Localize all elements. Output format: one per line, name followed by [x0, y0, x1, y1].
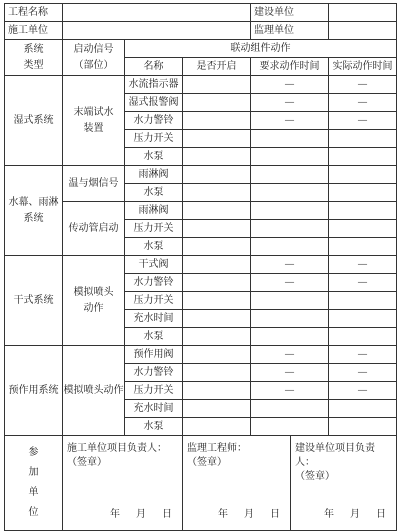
signoff-table [4, 435, 397, 531]
actual-time-field[interactable] [329, 130, 397, 148]
actual-time-field[interactable]: — [329, 346, 397, 364]
required-time-field[interactable] [251, 202, 329, 220]
actual-time-field[interactable] [329, 292, 397, 310]
required-time-field[interactable] [251, 310, 329, 328]
year-label: 年 [324, 509, 336, 520]
linkage-title-header: 联动组件动作 [125, 40, 397, 58]
start-signal-cell: 末端试水 装置 [63, 76, 125, 166]
construction-unit-label: 建设单位 [251, 4, 329, 22]
is-open-field[interactable] [183, 310, 251, 328]
component-name: 预作用阀 [125, 346, 183, 364]
day-label: 日 [162, 509, 174, 520]
is-open-field[interactable] [183, 256, 251, 274]
required-time-header: 要求动作时间 [251, 58, 329, 76]
is-open-field[interactable] [183, 76, 251, 94]
start-signal-cell: 模拟喷头动作 [63, 346, 125, 436]
component-name: 压力开关 [125, 382, 183, 400]
name-header: 名称 [125, 58, 183, 76]
linkage-test-table [4, 3, 397, 436]
supervisor-seal-label: （签章） [187, 457, 227, 468]
actual-time-field[interactable] [329, 418, 397, 436]
required-time-field[interactable] [251, 292, 329, 310]
actual-time-field[interactable] [329, 238, 397, 256]
system-type-cell: 水幕、雨淋 系统 [5, 166, 63, 256]
supervisor-signoff-cell[interactable] [183, 436, 291, 531]
owner-seal-label: （签章） [295, 471, 335, 482]
is-open-field[interactable] [183, 328, 251, 346]
construction-unit-field[interactable] [329, 4, 397, 22]
component-name: 水泵 [125, 418, 183, 436]
component-row [5, 76, 397, 94]
start-signal-cell: 温与烟信号 [63, 166, 125, 202]
component-name: 雨淋阀 [125, 202, 183, 220]
actual-time-field[interactable] [329, 166, 397, 184]
month-label: 月 [244, 509, 256, 520]
required-time-field[interactable]: — [251, 94, 329, 112]
actual-time-field[interactable]: — [329, 274, 397, 292]
component-name: 水力警铃 [125, 274, 183, 292]
is-open-field[interactable] [183, 382, 251, 400]
required-time-field[interactable] [251, 238, 329, 256]
inspection-form [4, 3, 396, 519]
contractor-date [96, 509, 174, 520]
actual-time-header: 实际动作时间 [329, 58, 397, 76]
is-open-field[interactable] [183, 346, 251, 364]
owner-lead-label: 建设单位项目负责人： [295, 443, 375, 468]
owner-signoff-cell[interactable] [291, 436, 397, 531]
actual-time-field[interactable]: — [329, 364, 397, 382]
is-open-field[interactable] [183, 184, 251, 202]
component-row [5, 202, 397, 220]
actual-time-field[interactable] [329, 202, 397, 220]
required-time-field[interactable] [251, 184, 329, 202]
actual-time-field[interactable] [329, 220, 397, 238]
component-name: 水泵 [125, 238, 183, 256]
actual-time-field[interactable] [329, 400, 397, 418]
actual-time-field[interactable]: — [329, 112, 397, 130]
system-type-cell: 预作用系统 [5, 346, 63, 436]
system-type-cell: 湿式系统 [5, 76, 63, 166]
start-signal-cell: 传动管启动 [63, 202, 125, 256]
is-open-field[interactable] [183, 364, 251, 382]
is-open-field[interactable] [183, 292, 251, 310]
component-name: 水力警铃 [125, 112, 183, 130]
is-open-field[interactable] [183, 418, 251, 436]
is-open-field[interactable] [183, 220, 251, 238]
header-row-2 [5, 22, 397, 40]
required-time-field[interactable] [251, 220, 329, 238]
participants-label: 参 加 单 位 [5, 436, 63, 531]
required-time-field[interactable] [251, 400, 329, 418]
contractor-field[interactable] [63, 22, 251, 40]
component-name: 干式阀 [125, 256, 183, 274]
day-label: 日 [376, 509, 388, 520]
component-name: 湿式报警阀 [125, 94, 183, 112]
owner-date [310, 509, 388, 520]
supervision-label: 监理单位 [251, 22, 329, 40]
signoff-row [5, 436, 397, 531]
is-open-field[interactable] [183, 202, 251, 220]
required-time-field[interactable]: — [251, 256, 329, 274]
required-time-field[interactable] [251, 166, 329, 184]
actual-time-field[interactable]: — [329, 382, 397, 400]
year-label: 年 [218, 509, 230, 520]
is-open-field[interactable] [183, 166, 251, 184]
actual-time-field[interactable]: — [329, 94, 397, 112]
component-name: 压力开关 [125, 130, 183, 148]
is-open-field[interactable] [183, 274, 251, 292]
required-time-field[interactable] [251, 418, 329, 436]
month-label: 月 [136, 509, 148, 520]
day-label: 日 [270, 509, 282, 520]
component-name: 水泵 [125, 328, 183, 346]
component-name: 水泵 [125, 148, 183, 166]
component-name: 充水时间 [125, 400, 183, 418]
required-time-field[interactable] [251, 130, 329, 148]
actual-time-field[interactable] [329, 310, 397, 328]
contractor-seal-label: （签章） [67, 457, 107, 468]
contractor-signoff-cell[interactable] [63, 436, 183, 531]
actual-time-field[interactable]: — [329, 76, 397, 94]
system-type-cell: 干式系统 [5, 256, 63, 346]
component-name: 充水时间 [125, 310, 183, 328]
supervisor-label: 监理工程师： [187, 443, 247, 454]
start-signal-header: 启动信号 （部位） [63, 40, 125, 76]
year-label: 年 [110, 509, 122, 520]
component-name: 压力开关 [125, 292, 183, 310]
contractor-label: 施工单位 [5, 22, 63, 40]
actual-time-field[interactable] [329, 148, 397, 166]
required-time-field[interactable]: — [251, 346, 329, 364]
component-name: 水流指示器 [125, 76, 183, 94]
required-time-field[interactable]: — [251, 112, 329, 130]
actual-time-field[interactable] [329, 328, 397, 346]
required-time-field[interactable]: — [251, 76, 329, 94]
start-signal-cell: 模拟喷头 动作 [63, 256, 125, 346]
contractor-lead-label: 施工单位项目负责人： [67, 443, 167, 454]
required-time-field[interactable]: — [251, 382, 329, 400]
is-open-field[interactable] [183, 130, 251, 148]
component-row [5, 256, 397, 274]
is-open-field[interactable] [183, 238, 251, 256]
system-type-header: 系统 类型 [5, 40, 63, 76]
month-label: 月 [350, 509, 362, 520]
header-row-1 [5, 4, 397, 22]
is-open-field[interactable] [183, 112, 251, 130]
is-open-field[interactable] [183, 400, 251, 418]
supervision-field[interactable] [329, 22, 397, 40]
component-name: 水泵 [125, 184, 183, 202]
is-open-field[interactable] [183, 148, 251, 166]
project-name-field[interactable] [63, 4, 251, 22]
column-header-row-1 [5, 40, 397, 58]
supervisor-date [204, 509, 282, 520]
actual-time-field[interactable] [329, 184, 397, 202]
component-name: 水力警铃 [125, 364, 183, 382]
project-name-label: 工程名称 [5, 4, 63, 22]
component-row [5, 346, 397, 364]
required-time-field[interactable] [251, 328, 329, 346]
required-time-field[interactable] [251, 148, 329, 166]
component-name: 雨淋阀 [125, 166, 183, 184]
component-row [5, 166, 397, 184]
component-name: 压力开关 [125, 220, 183, 238]
required-time-field[interactable]: — [251, 364, 329, 382]
actual-time-field[interactable]: — [329, 256, 397, 274]
is-open-header: 是否开启 [183, 58, 251, 76]
is-open-field[interactable] [183, 94, 251, 112]
required-time-field[interactable]: — [251, 274, 329, 292]
